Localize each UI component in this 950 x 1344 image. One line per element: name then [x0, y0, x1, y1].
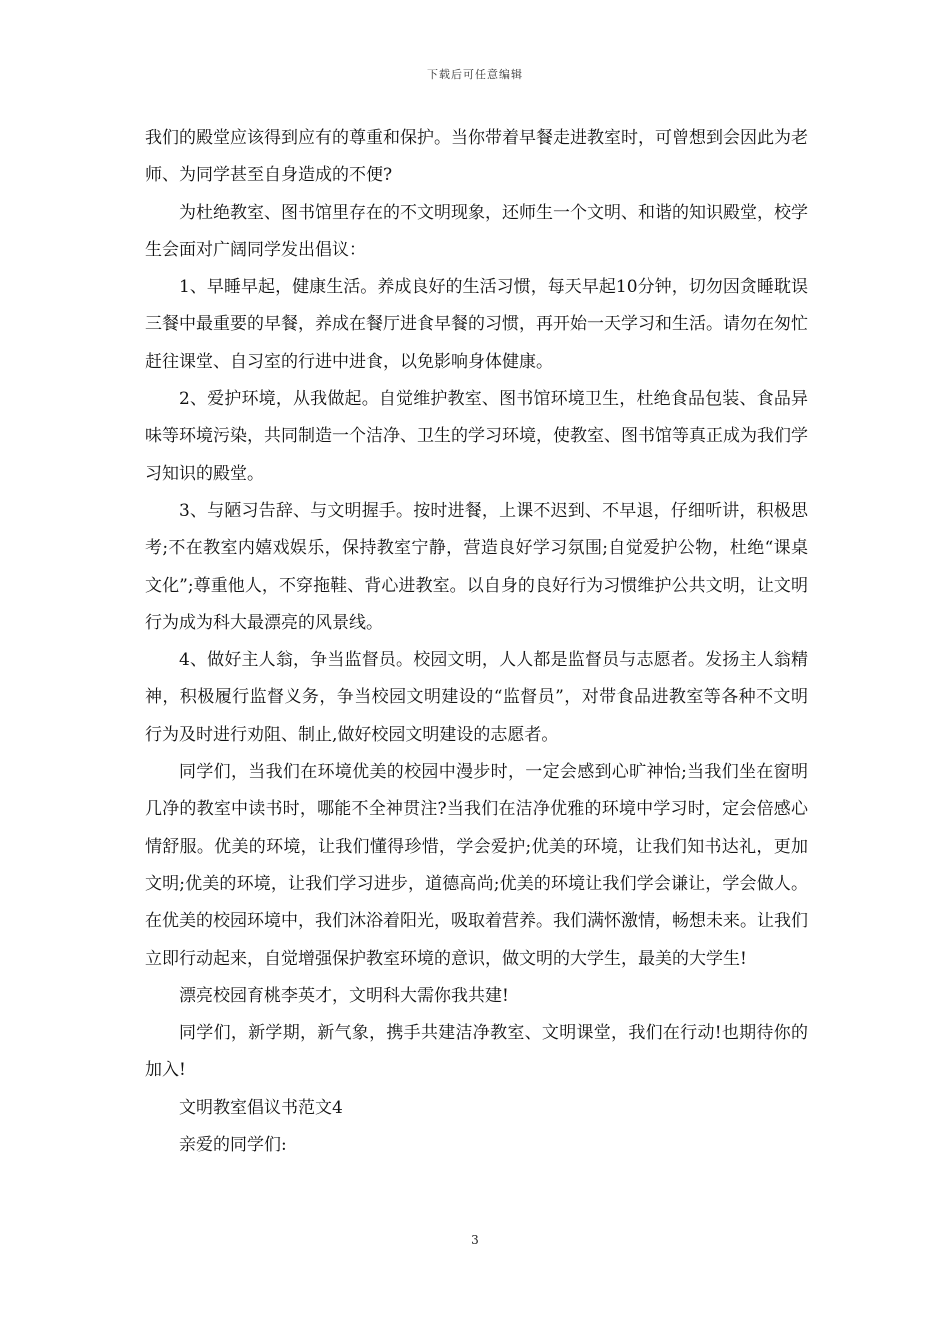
paragraph-3: 1、早睡早起，健康生活。养成良好的生活习惯，每天早起10分钟，切勿因贪睡耽误三餐中最重要的早餐，养成在餐厅进食早餐的习惯，再开始一天学习和生活。请勿在匆忙赶往课堂、自习室的行进中进食，以免影响身体健康。: [145, 277, 808, 372]
paragraph-2: 为杜绝教室、图书馆里存在的不文明现象，还师生一个文明、和谐的知识殿堂，校学生会面对广阔同学发出倡议：: [145, 202, 808, 260]
salutation: 亲爱的同学们:: [179, 1135, 287, 1156]
document-body: [145, 120, 808, 1164]
paragraph-4: 2、爱护环境，从我做起。自觉维护教室、图书馆环境卫生，杜绝食品包装、食品异味等环境污染，共同制造一个洁净、卫生的学习环境，使教室、图书馆等真正成为我们学习知识的殿堂。: [145, 389, 808, 484]
paragraph-6: 4、做好主人翁，争当监督员。校园文明，人人都是监督员与志愿者。发扬主人翁精神，积极履行监督义务，争当校园文明建设的“监督员”，对带食品进教室等各种不文明行为及时进行劝阻、制止,做好校园文明建设的志愿者。: [145, 650, 808, 745]
paragraph-9: 同学们，新学期，新气象，携手共建洁净教室、文明课堂，我们在行动!也期待你的加入!: [145, 1023, 808, 1081]
section-heading: 文明教室倡议书范文4: [179, 1097, 343, 1118]
paragraph-5: 3、与陋习告辞、与文明握手。按时进餐，上课不迟到、不早退，仔细听讲，积极思考;不在教室内嬉戏娱乐，保持教室宁静，营造良好学习氛围;自觉爱护公物，杜绝“课桌文化”;尊重他人，不穿拖鞋、背心进教室。以自身的良好行为习惯维护公共文明，让文明行为成为科大最漂亮的风景线。: [145, 500, 808, 633]
paragraph-8: 漂亮校园育桃李英才，文明科大需你我共建!: [179, 985, 509, 1006]
paragraph-1: 我们的殿堂应该得到应有的尊重和保护。当你带着早餐走进教室时，可曾想到会因此为老师、为同学甚至自身造成的不便?: [145, 128, 808, 186]
page-header: 下载后可任意编辑: [427, 68, 523, 81]
paragraph-7: 同学们，当我们在环境优美的校园中漫步时，一定会感到心旷神怡;当我们坐在窗明几净的教室中读书时，哪能不全神贯注?当我们在洁净优雅的环境中学习时，定会倍感心情舒服。优美的环境，让我们懂得珍惜，学会爱护;优美的环境，让我们知书达礼，更加文明;优美的环境，让我们学习进步，道德高尚;优美的环境让我们学会谦让，学会做人。在优美的校园环境中，我们沐浴着阳光，吸取着营养。我们满怀激情，畅想未来。让我们立即行动起来，自觉增强保护教室环境的意识，做文明的大学生，最美的大学生!: [145, 762, 808, 969]
page-number: 3: [471, 1233, 479, 1247]
